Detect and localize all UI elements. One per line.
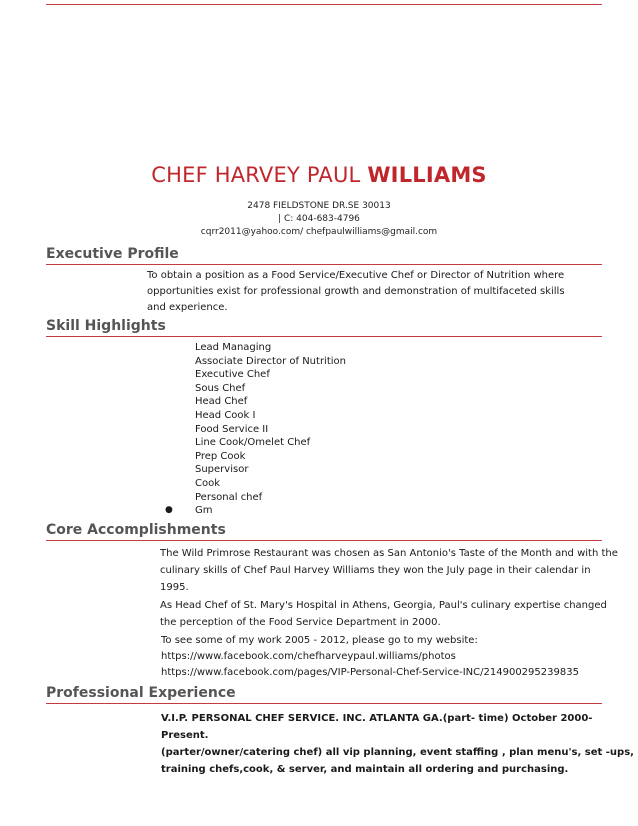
accomplishment-line: The Wild Primrose Restaurant was chosen as San Antonio's Taste of the Month and with the [160,548,618,559]
skill-item: Personal chef [195,491,263,503]
skill-item: Prep Cook [195,450,246,462]
section-rule-accomplishments [46,540,602,541]
accomplishment-line: the perception of the Food Service Department in 2000. [160,617,441,628]
name-last: WILLIAMS [367,163,487,187]
experience-entry [161,710,638,778]
skill-item: Associate Director of Nutrition [195,355,346,367]
experience-line: V.I.P. PERSONAL CHEF SERVICE. INC. ATLANTA GA.(part- time) October 2000- Present. [161,713,593,741]
section-title-profile: Executive Profile [46,246,179,262]
profile-text [147,268,565,316]
section-rule-experience [46,703,602,704]
skill-item: Line Cook/Omelet Chef [195,437,311,449]
website-paragraph [161,633,579,681]
name-first: CHEF HARVEY PAUL [151,163,361,187]
skill-item: Supervisor [195,464,249,476]
section-rule-profile [46,264,602,265]
experience-line: training chefs,cook, & server, and maintain all ordering and purchasing. [161,764,569,775]
skill-item: Lead Managing [195,342,272,353]
section-title-experience: Professional Experience [46,685,236,701]
contact-phone: | C: 404-683-4796 [278,214,360,224]
accomplishment-line: culinary skills of Chef Paul Harvey Williams they won the July page in their calendar in [160,565,591,576]
contact-address: 2478 FIELDSTONE DR.SE 30013 [247,201,391,211]
skill-item: Food Service II [195,423,269,435]
website-link[interactable]: https://www.facebook.com/chefharveypaul.williams/photos [161,651,456,662]
skill-item: Sous Chef [195,382,246,394]
accomplishment-line: As Head Chef of St. Mary's Hospital in Athens, Georgia, Paul's culinary expertise changed [160,600,607,611]
accomplishment-paragraph-2 [160,597,607,631]
accomplishment-line: 1995. [160,582,189,593]
skill-item: Head Cook I [195,409,256,421]
website-link[interactable]: https://www.facebook.com/pages/VIP-Personal-Chef-Service-INC/214900295239835 [161,667,579,678]
accomplishment-paragraph-1 [160,545,618,596]
contact-email: cqrr2011@yahoo.com/ chefpaulwilliams@gmail.com [200,227,438,237]
section-rule-skills [46,336,602,337]
skill-item: Cook [195,477,221,489]
profile-line: To obtain a position as a Food Service/Executive Chef or Director of Nutrition where [147,270,565,281]
section-title-skills: Skill Highlights [46,318,166,334]
experience-line: (parter/owner/catering chef) all vip planning, event staffing , plan menu's, set -ups, [161,747,634,758]
skill-item-label: Gm [195,505,213,517]
skill-list [165,341,346,518]
resume-name [0,163,638,187]
skill-item-bulleted [165,504,346,518]
bullet-icon: ● [165,505,173,516]
section-title-accomplishments: Core Accomplishments [46,522,226,538]
skill-item: Head Chef [195,396,248,408]
profile-line: and experience. [147,302,228,313]
skill-item: Executive Chef [195,369,270,381]
top-rule [46,4,602,5]
website-intro: To see some of my work 2005 - 2012, please go to my website: [161,635,478,646]
profile-line: opportunities exist for professional growth and demonstration of multifaceted skills [147,286,565,297]
